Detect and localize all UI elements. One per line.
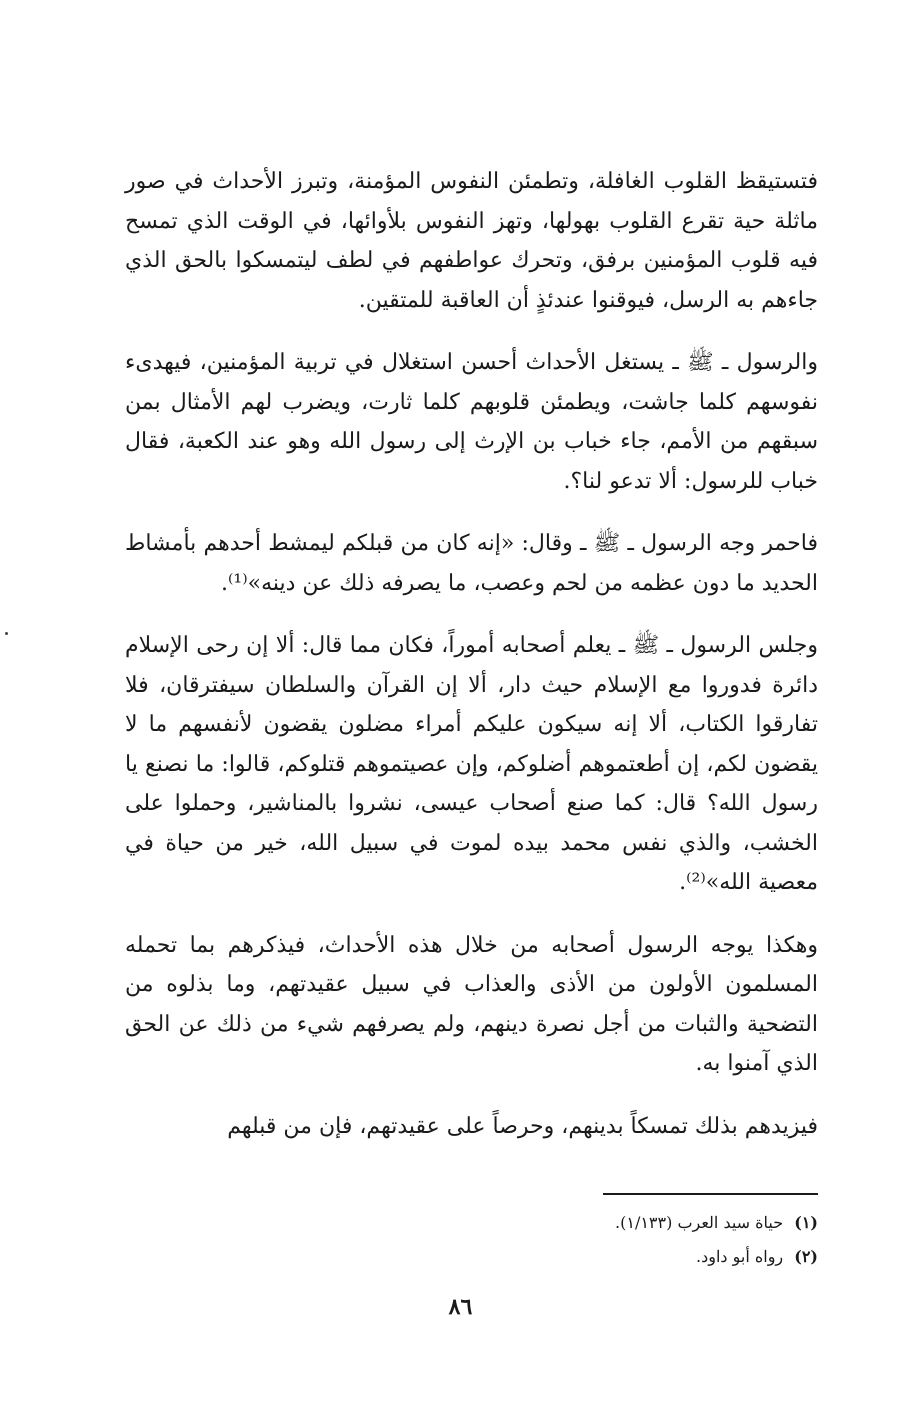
footnotes	[420, 1206, 818, 1274]
footnote-text: حياة سيد العرب (١/١٣٣).	[615, 1213, 784, 1232]
paragraph: فيزيدهم بذلك تمسكاً بدينهم، وحرصاً على عقيدتهم، فإن من قبلهم	[227, 1113, 818, 1139]
footnote-2	[420, 1240, 818, 1274]
footnote-text: رواه أبو داود.	[696, 1247, 784, 1266]
paragraph: فاحمر وجه الرسول ـ ﷺ ـ وقال: «إنه كان من قبلكم ليمشط أحدهم بأمشاط الحديد ما دون عظمه من لحم وعصب، ما يصرفه ذلك عن دينه»⁽¹⁾.	[125, 531, 818, 596]
footnote-divider	[603, 1193, 818, 1195]
footnote-1	[420, 1206, 818, 1240]
paragraph: وجلس الرسول ـ ﷺ ـ يعلم أصحابه أموراً، فكان مما قال: ألا إن رحى الإسلام دائرة فدوروا مع الإسلام حيث دار، ألا إن القرآن والسلطان سيفترقان، فلا تفارقوا الكتاب، ألا إنه سيكون عليكم أمراء مضلون يقضون لأنفسهم ما لا يقضون لكم، إن أطعتموهم أضلوكم، وإن عصيتموهم قتلوكم، قالوا: ما نصنع يا رسول الله؟ قال: كما صنع أصحاب عيسى، نشروا بالمناشير، وحملوا على الخشب، والذي نفس محمد بيده لموت في سبيل الله، خير من حياة في معصية الله»⁽²⁾.	[125, 633, 818, 895]
margin-dot	[5, 632, 8, 635]
paragraph: والرسول ـ ﷺ ـ يستغل الأحداث أحسن استغلال في تربية المؤمنين، فيهدىء نفوسهم كلما جاشت، ويطمئن قلوبهم كلما ثارت، ويضرب لهم الأمثال بمن سبقهم من الأمم، جاء خباب بن الإرث إلى رسول الله وهو عند الكعبة، فقال خباب للرسول: ألا تدعو لنا؟.	[125, 350, 818, 494]
paragraph: فتستيقظ القلوب الغافلة، وتطمئن النفوس المؤمنة، وتبرز الأحداث في صور ماثلة حية تقرع القلوب بهولها، وتهز النفوس بلأوائها، في الوقت الذي تمسح فيه قلوب المؤمنين برفق، وتحرك عواطفهم في لطف ليتمسكوا بالحق الذي جاءهم به الرسل، فيوقنوا عندئذٍ أن العاقبة للمتقين.	[125, 169, 818, 313]
page-number: ٨٦	[448, 1294, 473, 1320]
footnote-number: (١)	[794, 1213, 818, 1232]
body-text	[125, 162, 818, 1146]
footnote-number: (٢)	[794, 1247, 818, 1266]
paragraph: وهكذا يوجه الرسول أصحابه من خلال هذه الأحداث، فيذكرهم بما تحمله المسلمون الأولون من الأذى والعذاب في سبيل عقيدتهم، وما بذلوه من التضحية والثبات من أجل نصرة دينهم، ولم يصرفهم شيء من ذلك عن الحق الذي آمنوا به.	[125, 932, 818, 1076]
